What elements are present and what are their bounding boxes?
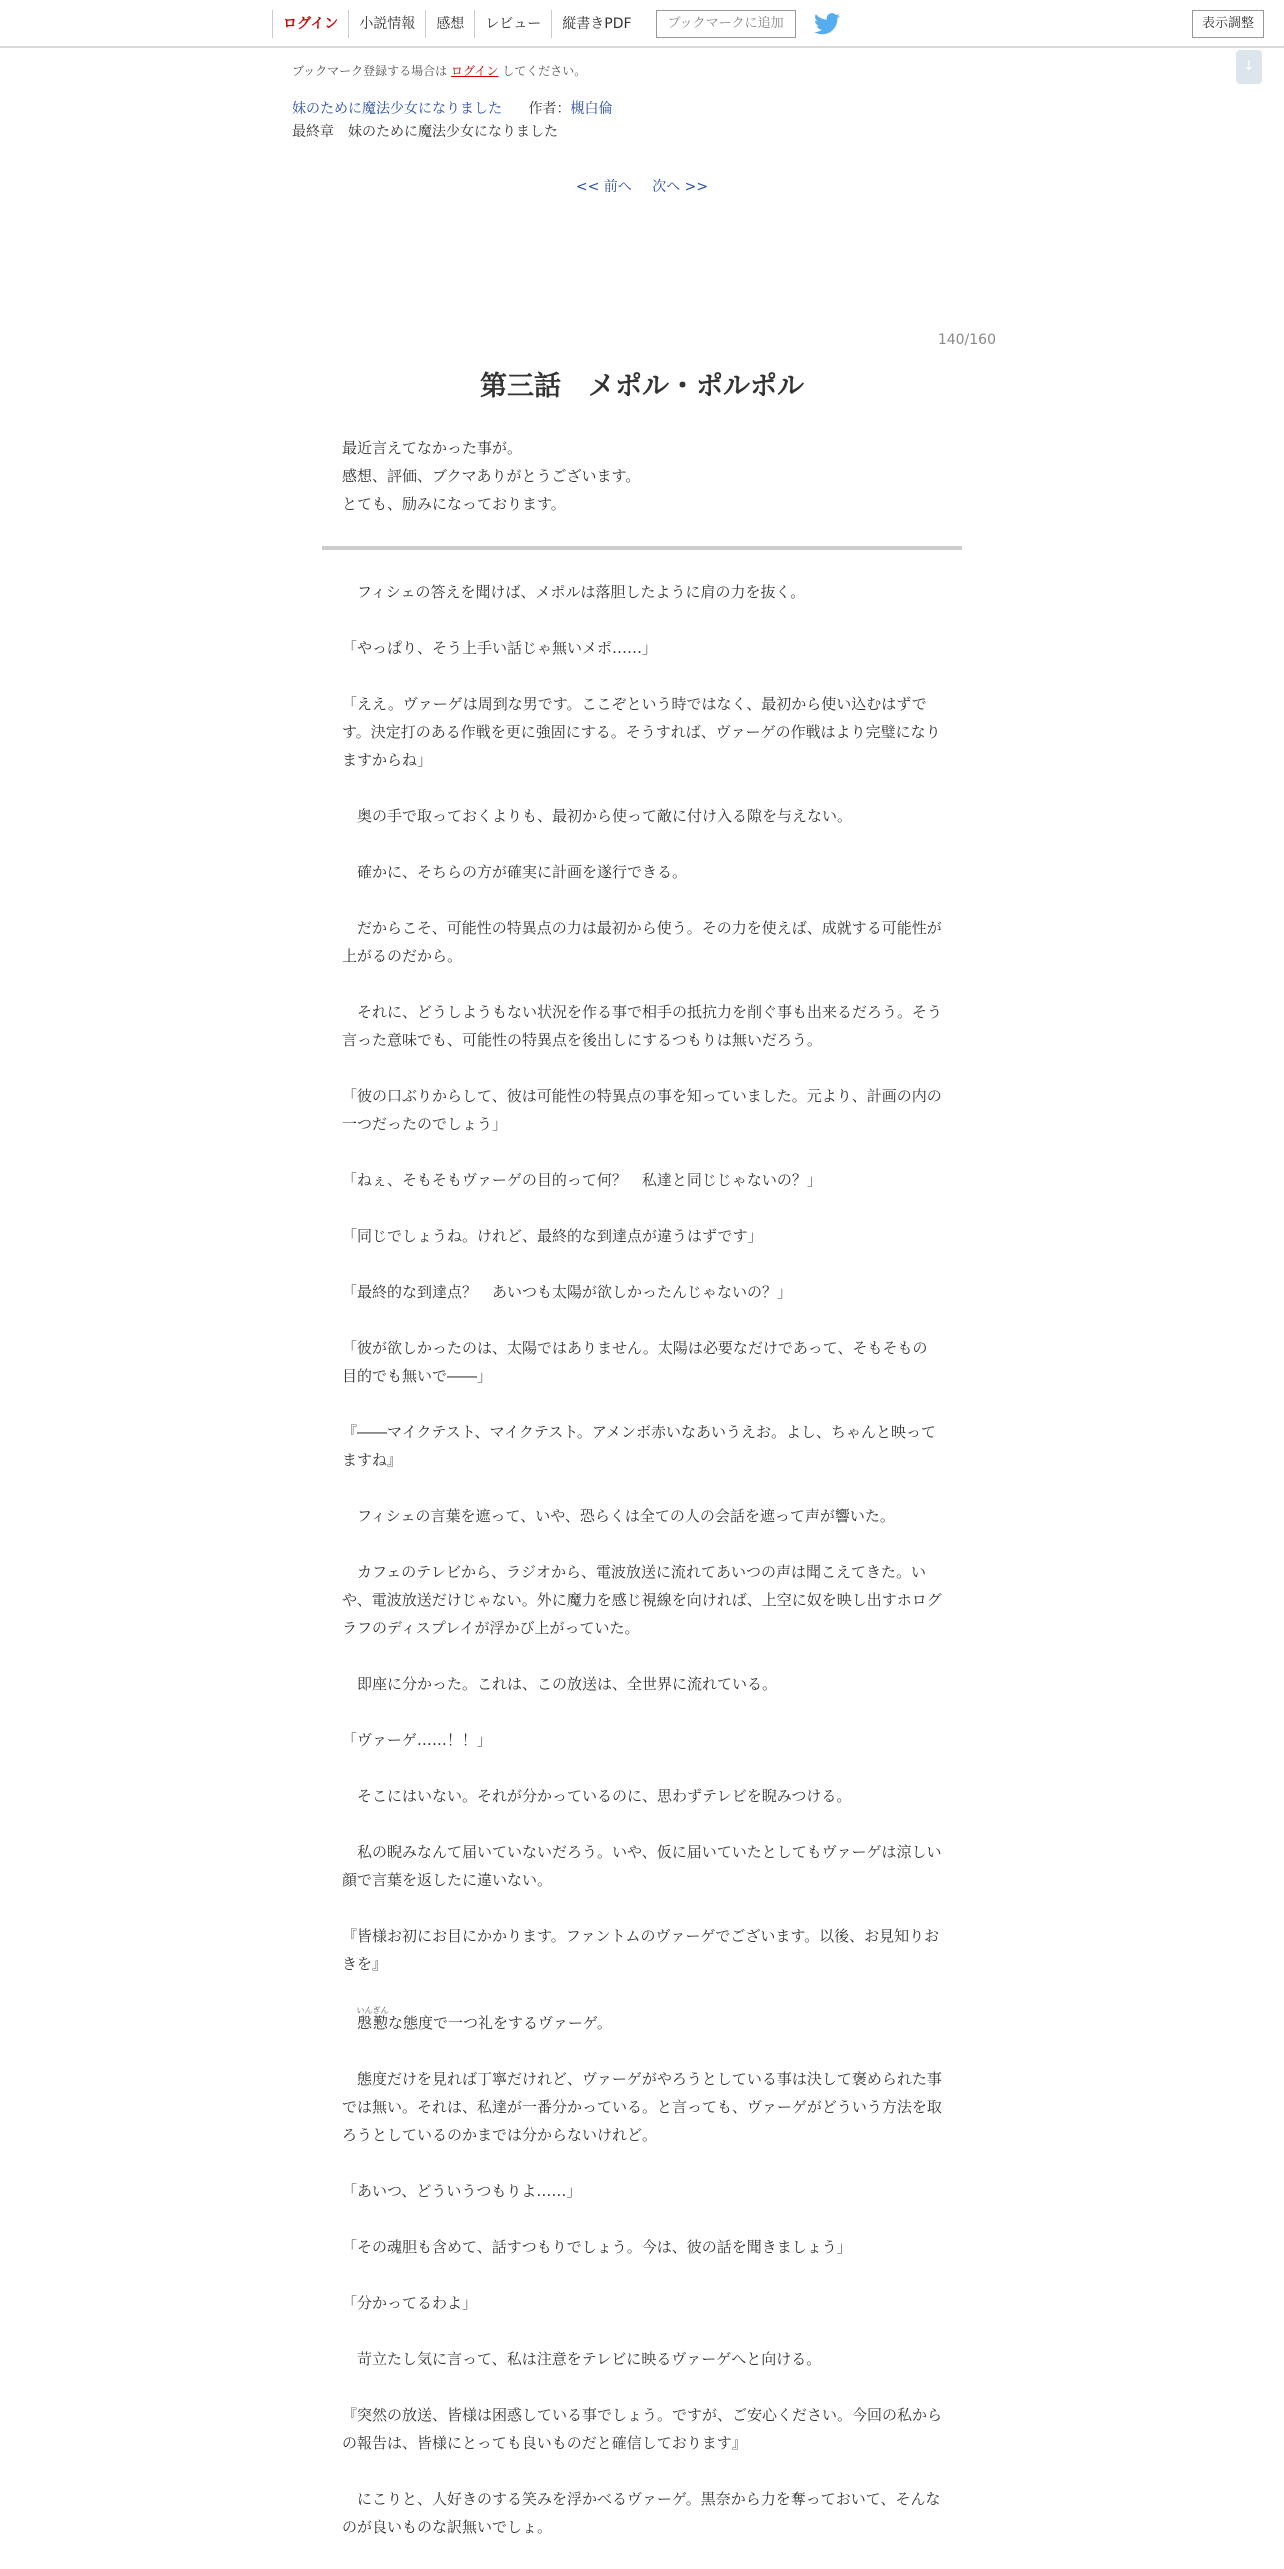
- author-label: 作者：: [528, 101, 571, 117]
- body-paragraph: 苛立たし気に言って、私は注意をテレビに映るヴァーゲへと向ける。: [342, 2350, 822, 2368]
- chapter-body: [342, 578, 942, 2569]
- body-paragraph: 即座に分かった。これは、この放送は、全世界に流れている。: [342, 1675, 778, 1693]
- login-notice-prefix: ブックマーク登録する場合は: [292, 64, 448, 78]
- next-page-link[interactable]: 次へ >>: [652, 179, 709, 195]
- ruby-base: 慇懃: [356, 2014, 389, 2032]
- body-text: な態度で一つ礼をするヴァーゲ。: [388, 2014, 612, 2032]
- login-notice: [292, 62, 586, 79]
- body-paragraph: 「その魂胆も含めて、話すつもりでしょう。今は、彼の話を聞きましょう」: [342, 2238, 852, 2256]
- body-paragraph: それに、どうしようもない状況を作る事で相手の抵抗力を削ぐ事も出来るだろう。そう言った意味でも、可能性の特異点を後出しにするつもりは無いだろう。: [342, 1003, 943, 1049]
- body-paragraph: 『皆様お初にお目にかかります。ファントムのヴァーゲでございます。以後、お見知りおきを』: [342, 1927, 940, 1973]
- preface-line: 感想、評価、ブクマありがとうございます。: [342, 467, 641, 485]
- nav-login-link[interactable]: ログイン: [272, 10, 348, 38]
- add-bookmark-button[interactable]: ブックマークに追加: [656, 10, 796, 38]
- ruby-annotation: [356, 2006, 389, 2032]
- preface-line: 最近言えてなかった事が。: [342, 439, 523, 457]
- ruby-reading: いんぎん: [356, 2006, 389, 2015]
- twitter-icon[interactable]: [814, 13, 840, 35]
- body-paragraph: 奥の手で取っておくよりも、最初から使って敵に付け入る隙を与えない。: [342, 807, 853, 825]
- header-bar: [0, 0, 1284, 48]
- pager-top: [0, 176, 1284, 196]
- body-paragraph: 「分かってるわよ」: [342, 2294, 478, 2312]
- display-settings-button[interactable]: 表示調整: [1192, 10, 1264, 38]
- novel-info-line: [292, 98, 612, 118]
- body-paragraph: フィシェの言葉を遮って、いや、恐らくは全ての人の会話を遮って声が響いた。: [342, 1507, 895, 1525]
- preface: [342, 434, 942, 518]
- nav-impressions-link[interactable]: 感想: [425, 10, 474, 38]
- author-link[interactable]: 槻白倫: [570, 101, 613, 117]
- novel-title-link[interactable]: 妹のために魔法少女になりました: [292, 101, 502, 117]
- chapter-group-title: 最終章 妹のために魔法少女になりました: [292, 124, 558, 140]
- body-paragraph: フィシェの答えを聞けば、メポルは落胆したように肩の力を抜く。: [342, 583, 806, 601]
- body-paragraph: 「同じでしょうね。けれど、最終的な到達点が違うはずです」: [342, 1227, 763, 1245]
- login-notice-link[interactable]: ログイン: [451, 64, 499, 78]
- body-paragraph: 『突然の放送、皆様は困惑している事でしょう。ですが、ご安心ください。今回の私からの報告は、皆様にとっても良いものだと確信しております』: [342, 2406, 943, 2452]
- body-paragraph: だからこそ、可能性の特異点の力は最初から使う。その力を使えば、成就する可能性が上がるのだから。: [342, 919, 942, 965]
- preface-divider: [322, 546, 962, 550]
- body-paragraph: [342, 2006, 942, 2037]
- body-paragraph: 確かに、そちらの方が確実に計画を遂行できる。: [342, 863, 688, 881]
- prev-page-link[interactable]: << 前へ: [575, 179, 632, 195]
- body-paragraph: にこりと、人好きのする笑みを浮かべるヴァーゲ。黒奈から力を奪っておいて、そんなのが良いものな訳無いでしょ。: [342, 2490, 941, 2536]
- chapter-title: 第三話 メポル・ポルポル: [480, 371, 804, 402]
- page-counter: 140/160: [937, 332, 996, 348]
- nav-vertical-pdf-link[interactable]: 縦書きPDF: [551, 10, 641, 38]
- body-text: [342, 2014, 357, 2032]
- nav-review-link[interactable]: レビュー: [474, 10, 551, 38]
- login-notice-suffix: してください。: [502, 64, 587, 78]
- body-paragraph: そこにはいない。それが分かっているのに、思わずテレビを睨みつける。: [342, 1787, 852, 1805]
- body-paragraph: 「あいつ、どういうつもりよ……」: [342, 2182, 582, 2200]
- body-paragraph: 「最終的な到達点？ あいつも太陽が欲しかったんじゃないの？」: [342, 1283, 793, 1301]
- scroll-down-button[interactable]: ↓: [1236, 50, 1262, 84]
- body-paragraph: 「ヴァーゲ……！！」: [342, 1731, 492, 1749]
- body-paragraph: カフェのテレビから、ラジオから、電波放送に流れてあいつの声は聞こえてきた。いや、電波放送だけじゃない。外に魔力を感じ視線を向ければ、上空に奴を映し出すホログラフのディスプレイが浮かび上がっていた。: [342, 1563, 942, 1637]
- nav-novel-info-link[interactable]: 小説情報: [348, 10, 425, 38]
- body-paragraph: 「ねぇ、そもそもヴァーゲの目的って何？ 私達と同じじゃないの？」: [342, 1171, 822, 1189]
- body-paragraph: 『――マイクテスト、マイクテスト。アメンボ赤いなあいうえお。よし、ちゃんと映ってますね』: [342, 1423, 937, 1469]
- header-nav: [272, 10, 840, 38]
- body-paragraph: 「やっぱり、そう上手い話じゃ無いメポ……」: [342, 639, 658, 657]
- preface-line: とても、励みになっております。: [342, 495, 566, 513]
- body-paragraph: 態度だけを見れば丁寧だけれど、ヴァーゲがやろうとしている事は決して褒められた事では無い。それは、私達が一番分かっている。と言っても、ヴァーゲがどういう方法を取ろうとしているのかまでは分からないけれど。: [342, 2070, 942, 2144]
- body-paragraph: 私の睨みなんて届いていないだろう。いや、仮に届いていたとしてもヴァーゲは涼しい顔で言葉を返したに違いない。: [342, 1843, 942, 1889]
- body-paragraph: 「彼の口ぶりからして、彼は可能性の特異点の事を知っていました。元より、計画の内の一つだったのでしょう」: [342, 1087, 942, 1133]
- body-paragraph: 「ええ。ヴァーゲは周到な男です。ここぞという時ではなく、最初から使い込むはずです。決定打のある作戦を更に強固にする。そうすれば、ヴァーゲの作戦はより完璧になりますからね」: [342, 695, 941, 769]
- body-paragraph: 「彼が欲しかったのは、太陽ではありません。太陽は必要なだけであって、そもそもの目的でも無いで――」: [342, 1339, 928, 1385]
